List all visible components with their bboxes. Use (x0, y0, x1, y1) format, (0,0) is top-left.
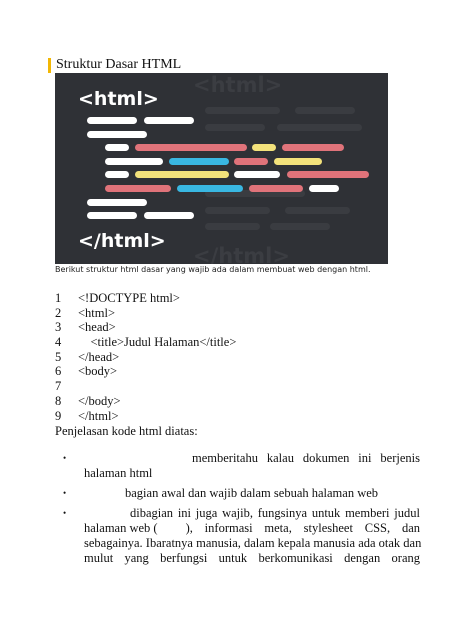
explanation-heading: Penjelasan kode html diatas: (55, 424, 198, 438)
code-line (55, 364, 236, 379)
list-item-text: halaman web ( (84, 521, 158, 535)
list-item-line (84, 506, 420, 521)
bullet-icon: • (63, 508, 67, 518)
list-item-text: memberitahu kalau dokumen ini berjenis (192, 451, 420, 465)
line-number: 1 (55, 291, 62, 305)
open-tag: <html> (78, 88, 159, 110)
list-item-text: mulut yang berfungsi untuk berkomunikasi dengan orang (84, 551, 420, 565)
code-text: </html> (78, 408, 119, 423)
list-item-line (84, 451, 420, 466)
list-item-line (84, 521, 420, 536)
list-item-text: sebagainya. Ibaratnya manusia, dalam kepala manusia ada otak dan (84, 536, 422, 550)
code-text: <title>Judul Halaman</title> (78, 335, 237, 350)
code-text: <head> (78, 320, 116, 335)
line-number: 5 (55, 349, 62, 364)
explanation-list (62, 451, 420, 571)
line-number: 7 (55, 379, 62, 394)
list-item (62, 451, 420, 481)
code-text: <body> (78, 364, 118, 379)
ghost-close-tag: </html> (193, 244, 290, 264)
code-line (55, 291, 236, 306)
code-line (55, 394, 236, 409)
code-line (55, 306, 236, 321)
code-text: </head> (78, 349, 120, 364)
line-number: 3 (55, 320, 62, 335)
list-item-text: bagian awal dan wajib dalam sebuah halaman web (125, 486, 379, 500)
code-line (55, 409, 236, 424)
heading-title: Struktur Dasar HTML (56, 57, 182, 72)
heading-accent-bar (48, 58, 51, 73)
line-number: 4 (55, 335, 62, 350)
code-line (55, 335, 236, 350)
list-item-line (84, 486, 420, 501)
code-line (55, 350, 236, 365)
list-item-line (84, 551, 420, 566)
code-line (55, 379, 236, 394)
bullet-icon: • (63, 453, 67, 463)
list-item-line (84, 536, 420, 551)
line-number: 8 (55, 393, 62, 408)
section-heading (48, 57, 181, 73)
line-number: 9 (55, 408, 62, 423)
code-text: </body> (78, 393, 121, 408)
list-item-text: halaman html (84, 466, 153, 480)
list-item (62, 486, 420, 501)
list-item-text: dibagian ini juga wajib, fungsinya untuk memberi judul (130, 506, 420, 520)
code-text: <!DOCTYPE html> (78, 291, 180, 305)
close-tag: </html> (78, 230, 166, 252)
ghost-open-tag: <html> (193, 73, 283, 97)
figure-caption: Berikut struktur html dasar yang wajib ada dalam membuat web dengan html. (55, 265, 371, 274)
html-structure-illustration (55, 73, 388, 264)
bullet-icon: • (63, 488, 67, 498)
list-item-text: ), informasi meta, stylesheet CSS, dan (185, 521, 420, 535)
code-text: <html> (78, 305, 116, 320)
code-line (55, 320, 236, 335)
line-number: 2 (55, 305, 62, 320)
code-listing (55, 291, 236, 423)
list-item (62, 506, 420, 566)
list-item-line (84, 466, 420, 481)
line-number: 6 (55, 364, 62, 379)
